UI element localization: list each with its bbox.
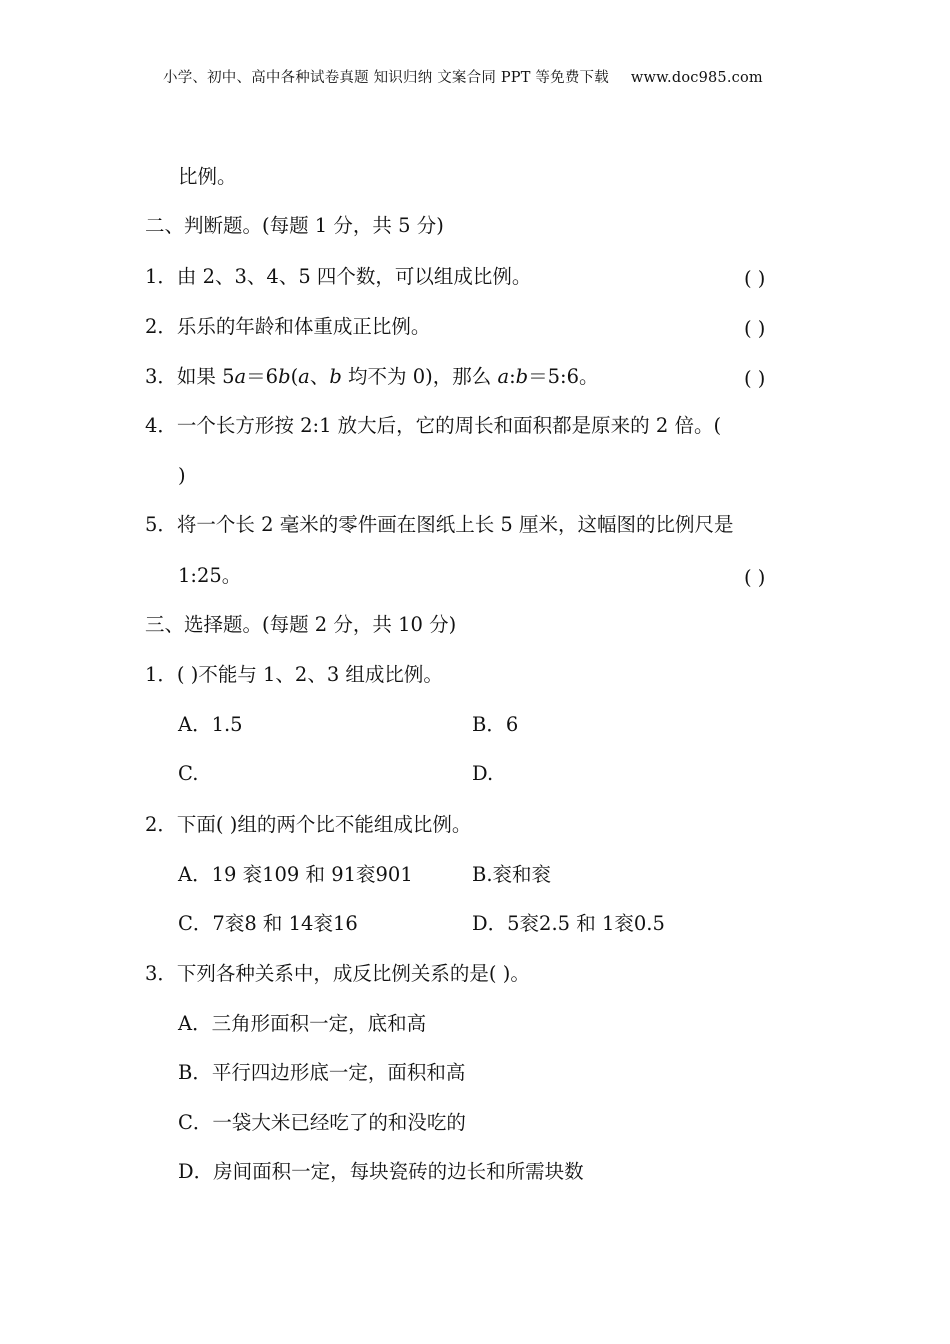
choice-q3-option-b: B．平行四边形底一定，面积和高 — [178, 1061, 466, 1084]
judge-q4-line2: ) — [178, 464, 186, 487]
judge-q5-line2: 1:25。 — [178, 564, 242, 587]
choice-q1-option-c: C. — [178, 762, 199, 785]
choice-q1-option-a: A．1.5 — [178, 713, 243, 736]
page-header — [163, 71, 763, 86]
choice-q2-option-b: B.衮和衮 — [472, 863, 552, 886]
judge-q2-blank: ( ) — [744, 317, 766, 340]
judge-q1: 1．由 2、3、4、5 四个数，可以组成比例。 — [145, 265, 532, 288]
choice-q2-option-a: A．19 衮109 和 91衮901 — [178, 863, 413, 886]
choice-q1-stem: 1．( )不能与 1、2、3 组成比例。 — [145, 663, 443, 686]
header-text: 小学、初中、高中各种试卷真题 知识归纳 文案合同 PPT 等免费下载 — [163, 70, 609, 86]
header-url: www.doc985.com — [630, 70, 763, 86]
choice-q2-option-c: C．7衮8 和 14衮16 — [178, 912, 358, 935]
judge-q3: 3．如果 5a＝6b(a、b 均不为 0)，那么 a:b＝5:6。 — [145, 365, 599, 388]
choice-q2-option-d: D．5衮2.5 和 1衮0.5 — [472, 912, 665, 935]
choice-q3-option-d: D．房间面积一定，每块瓷砖的边长和所需块数 — [178, 1160, 584, 1183]
choice-q1-option-b: B．6 — [472, 713, 519, 736]
choice-q1-option-d: D. — [472, 762, 494, 785]
judge-q5-line1: 5．将一个长 2 毫米的零件画在图纸上长 5 厘米，这幅图的比例尺是 — [145, 513, 734, 536]
choice-q2-stem: 2．下面( )组的两个比不能组成比例。 — [145, 813, 472, 836]
judge-q1-blank: ( ) — [744, 267, 766, 290]
choice-q3-stem: 3．下列各种关系中，成反比例关系的是( )。 — [145, 962, 530, 985]
judge-q5-blank: ( ) — [744, 566, 766, 589]
judge-q2: 2．乐乐的年龄和体重成正比例。 — [145, 315, 431, 338]
continuation-text: 比例。 — [178, 165, 237, 188]
judge-q3-blank: ( ) — [744, 367, 766, 390]
choice-q3-option-c: C．一袋大米已经吃了的和没吃的 — [178, 1111, 466, 1134]
section2-title: 二、判断题。(每题 1 分，共 5 分) — [145, 214, 444, 237]
section3-title: 三、选择题。(每题 2 分，共 10 分) — [145, 613, 457, 636]
choice-q3-option-a: A．三角形面积一定，底和高 — [178, 1012, 427, 1035]
judge-q4-line1: 4．一个长方形按 2:1 放大后，它的周长和面积都是原来的 2 倍。( — [145, 414, 722, 437]
